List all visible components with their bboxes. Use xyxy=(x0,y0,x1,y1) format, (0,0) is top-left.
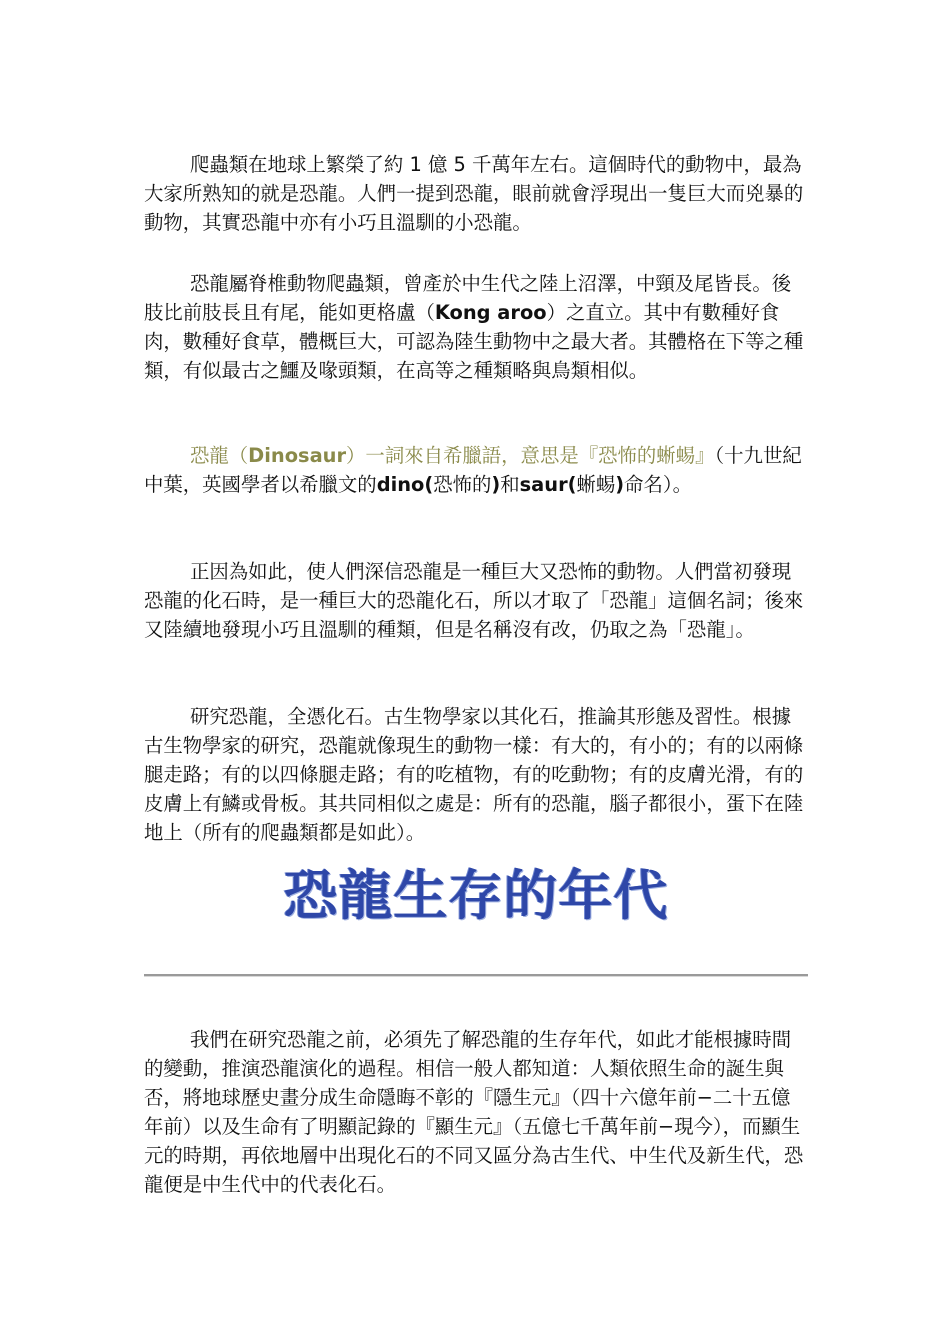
etymology-and: 和 xyxy=(500,473,520,496)
section-heading: 恐龍生存的年代 xyxy=(283,863,669,927)
paragraph-fossils: 研究恐龍，全憑化石。古生物學家以其化石，推論其形態及習性。根據古生物學家的研究，恐龍就像現生的動物一樣：有大的，有小的；有的以兩條腿走路；有的以四條腿走路；有的吃植物，有的吃動物；有的皮膚光滑，有的皮膚上有鱗或骨板。其共同相似之處是：所有的恐龍，腦子都很小，蛋下在陸地上（所有的爬蟲類都是如此）。 xyxy=(144,705,804,844)
dino-close: ) xyxy=(491,473,501,496)
etymology-highlight-a: 恐龍（ xyxy=(190,444,249,467)
paragraph-eras: 我們在研究恐龍之前，必須先了解恐龍的生存年代，如此才能根據時間的變動，推演恐龍演化的過程。相信一般人都知道：人類依照生命的誕生與否，將地球歷史畫分成生命隱晦不彰的『隱生元』（四十六億年前−二十五億年前）以及生命有了明顯記錄的『顯生元』（五億七千萬年前−現今），而顯生元的時期，再依地層中出現化石的不同又區分為古生代、中生代及新生代，恐龍便是中生代中的代表化石。 xyxy=(144,1028,804,1196)
paragraph-naming: 正因為如此，使人們深信恐龍是一種巨大又恐怖的動物。人們當初發現恐龍的化石時，是一種巨大的恐龍化石，所以才取了「恐龍」這個名詞；後來又陸續地發現小巧且溫馴的種類，但是名稱沒有改，仍取之為「恐龍」。 xyxy=(144,560,804,641)
dinosaur-term: Dinosaur xyxy=(248,444,347,467)
saur-close: ) xyxy=(615,473,625,496)
paragraph-intro: 爬蟲類在地球上繁榮了約 1 億 5 千萬年左右。這個時代的動物中，最為大家所熟知的就是恐龍。人們一提到恐龍，眼前就會浮現出一隻巨大而兇暴的動物，其實恐龍中亦有小巧且溫馴的小恐龍。 xyxy=(144,153,804,234)
etymology-text-b: 命名）。 xyxy=(624,473,693,496)
section-heading-container xyxy=(144,860,808,930)
kangaroo-term: Kong aroo xyxy=(434,301,547,324)
dino-term: dino( xyxy=(376,473,434,496)
paragraph-etymology xyxy=(144,441,808,499)
definition-text-b: ）之直立。其中有數種好食肉，數種好食草，體概巨大，可認為陸生動物中之最大者。其體格在下等之種類，有似最古之鱷及喙頭類，在高等之種類略與鳥類相似。 xyxy=(144,301,804,382)
etymology-text-a: （十九世紀中葉，英國學者以希臘文的 xyxy=(144,444,802,496)
saur-meaning: 蜥蜴 xyxy=(576,473,616,496)
horizontal-divider xyxy=(144,974,808,977)
paragraph-definition xyxy=(144,269,808,385)
definition-text-a: 恐龍屬脊椎動物爬蟲類，曾產於中生代之陸上沼澤，中頸及尾皆長。後肢比前肢長且有尾，能如更格盧（ xyxy=(144,272,792,324)
dino-meaning: 恐怖的 xyxy=(433,473,492,496)
etymology-highlight-b: ）一詞來自希臘語，意思是『恐怖的蜥蜴』 xyxy=(346,444,715,467)
saur-term: saur( xyxy=(519,473,577,496)
